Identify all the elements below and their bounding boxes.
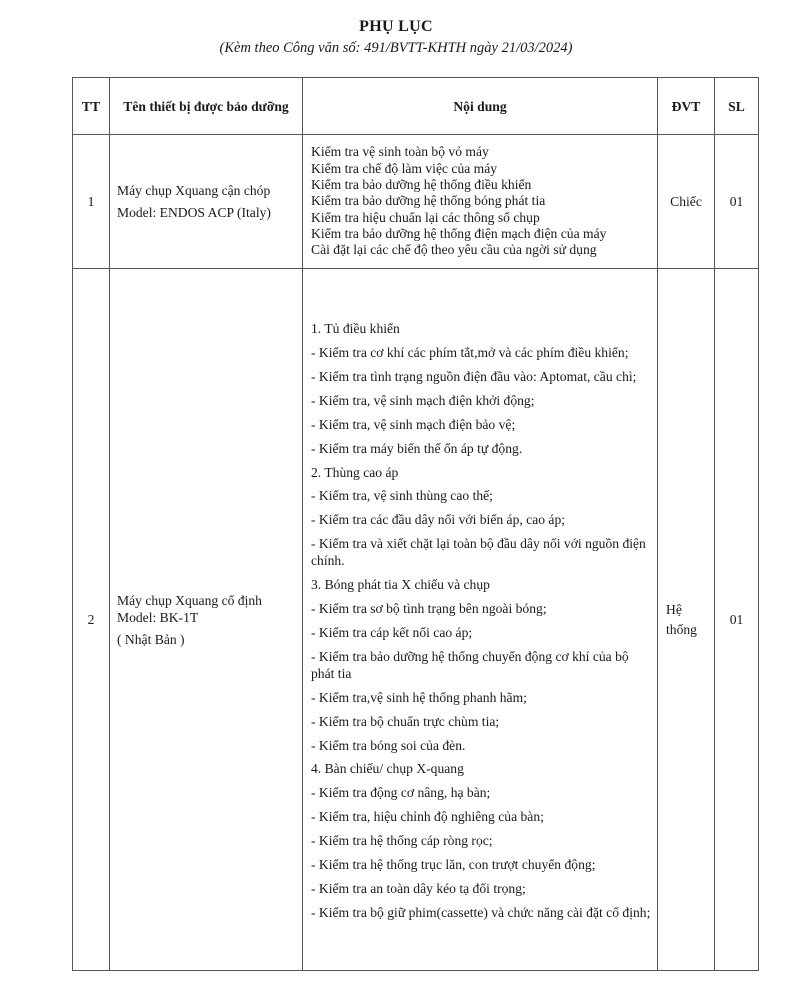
content-line: Kiểm tra chế độ làm việc của máy — [311, 160, 498, 176]
device-name: Máy chụp Xquang cố định — [117, 592, 262, 608]
page-subtitle: (Kèm theo Công văn số: 491/BVTT-KHTH ngày 21/03/2024) — [219, 40, 573, 56]
unit-line: Hệ — [666, 601, 682, 617]
device-model: Model: ENDOS ACP (Italy) — [117, 205, 271, 220]
content-line: - Kiểm tra hệ thống trục lăn, con trượt chuyển động; — [311, 856, 596, 872]
content-line: Kiểm tra bảo dưỡng hệ thống điện mạch điện của máy — [311, 225, 607, 241]
device-model: Model: BK-1T — [117, 609, 199, 625]
content-line: - Kiểm tra cơ khí các phím tắt,mở và các phím điều khiển; — [311, 345, 629, 361]
content-line: - Kiểm tra động cơ nâng, hạ bàn; — [311, 785, 491, 801]
content-line: - Kiểm tra máy biến thế ổn áp tự động. — [311, 440, 523, 456]
content-line: - Kiểm tra và xiết chặt lại toàn bộ đầu dây nối với nguồn điện chính. — [311, 536, 646, 569]
content-cell — [303, 135, 658, 269]
table-row — [73, 135, 759, 269]
row-number: 1 — [73, 135, 110, 269]
content-line: Kiểm tra hiệu chuẩn lại các thông số chụp — [311, 209, 540, 225]
content-line: - Kiểm tra,vệ sinh hệ thống phanh hãm; — [311, 689, 527, 705]
device-origin: ( Nhật Bản ) — [117, 631, 185, 647]
unit-cell: Chiếc — [658, 135, 715, 269]
content-line: - Kiểm tra hệ thống cáp ròng rọc; — [311, 833, 493, 849]
content-line: - Kiểm tra các đầu dây nối với biến áp, cao áp; — [311, 512, 566, 528]
quantity-cell: 01 — [715, 135, 759, 269]
content-line: - Kiểm tra bóng soi của đèn. — [311, 737, 466, 753]
column-header-device-name: Tên thiết bị được bảo dưỡng — [110, 78, 303, 135]
content-cell — [303, 269, 658, 971]
unit-line: thống — [666, 621, 697, 637]
column-header-content: Nội dung — [303, 78, 658, 135]
content-line: - Kiểm tra bộ chuẩn trực chùm tia; — [311, 713, 500, 729]
content-line: - Kiểm tra an toàn dây kéo tạ đối trọng; — [311, 880, 526, 896]
content-section-heading: 3. Bóng phát tia X chiếu và chụp — [311, 577, 490, 593]
row-number: 2 — [73, 269, 110, 971]
content-line: Kiểm tra bảo dưỡng hệ thống bóng phát tia — [311, 193, 546, 209]
content-line: - Kiểm tra tình trạng nguồn điện đầu vào: Aptomat, cầu chì; — [311, 369, 637, 385]
content-section-heading: 1. Tủ điều khiển — [311, 321, 400, 337]
content-line: Kiểm tra bảo dưỡng hệ thống điều khiển — [311, 177, 532, 193]
content-line: - Kiểm tra bộ giữ phim(cassette) và chức năng cài đặt cố định; — [311, 904, 651, 920]
content-line: - Kiểm tra cáp kết nối cao áp; — [311, 624, 473, 640]
device-name-cell — [110, 135, 303, 269]
content-line: Cài đặt lại các chế độ theo yêu cầu của ngời sử dụng — [311, 242, 597, 258]
column-header-unit: ĐVT — [658, 78, 715, 135]
column-header-tt: TT — [73, 78, 110, 135]
table-row — [73, 269, 759, 971]
content-line: - Kiểm tra sơ bộ tình trạng bên ngoài bóng; — [311, 601, 547, 617]
device-name-cell — [110, 269, 303, 971]
content-line: Kiểm tra vệ sinh toàn bộ vỏ máy — [311, 144, 489, 160]
page-title: PHỤ LỤC — [359, 18, 433, 35]
content-line: - Kiểm tra bảo dưỡng hệ thống chuyển động cơ khí của bộ phát tia — [311, 648, 629, 681]
unit-cell — [658, 269, 715, 971]
content-section-heading: 4. Bàn chiếu/ chụp X-quang — [311, 761, 464, 777]
content-line: - Kiểm tra, vệ sinh mạch điện khởi động; — [311, 392, 535, 408]
content-line: - Kiểm tra, vệ sinh thùng cao thế; — [311, 488, 493, 504]
content-line: - Kiểm tra, vệ sinh mạch điện bảo vệ; — [311, 416, 516, 432]
content-line: - Kiểm tra, hiệu chỉnh độ nghiêng của bàn; — [311, 809, 544, 825]
quantity-cell: 01 — [715, 269, 759, 971]
content-section-heading: 2. Thùng cao áp — [311, 464, 399, 480]
table-header-row — [73, 78, 759, 135]
maintenance-table — [72, 77, 759, 971]
column-header-quantity: SL — [715, 78, 759, 135]
device-name: Máy chụp Xquang cận chóp — [117, 183, 271, 198]
